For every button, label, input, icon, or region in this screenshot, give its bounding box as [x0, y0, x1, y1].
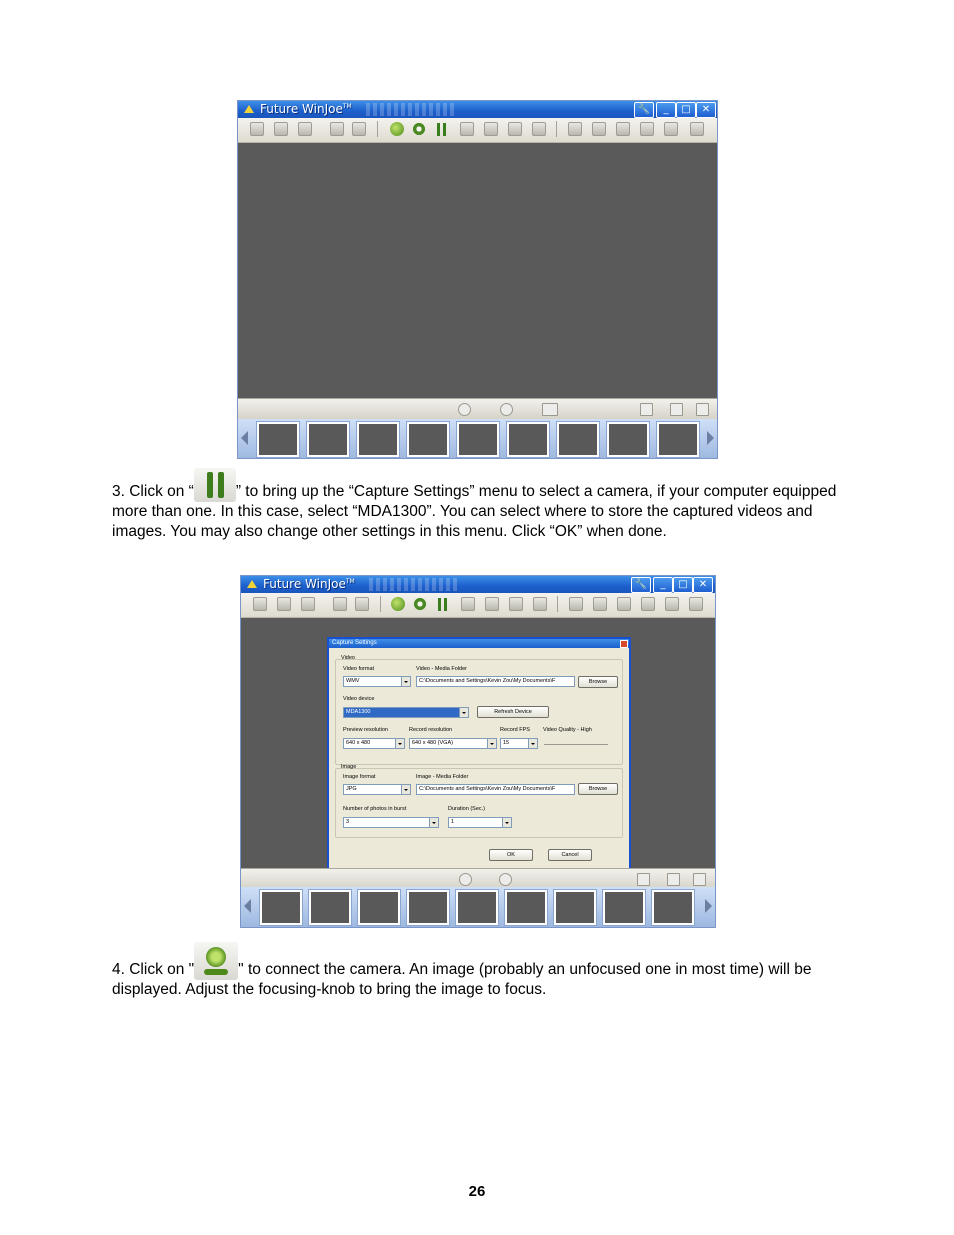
chevron-down-icon: [487, 739, 496, 748]
image-format-select[interactable]: [343, 784, 411, 795]
preview-resolution-label: Preview resolution: [343, 727, 388, 733]
properties-icon[interactable]: [696, 403, 709, 416]
thumbnail[interactable]: [505, 890, 547, 925]
save-as-icon[interactable]: [352, 122, 366, 136]
thumbnail[interactable]: [456, 890, 498, 925]
save-icon[interactable]: [298, 122, 312, 136]
video-folder-input[interactable]: [416, 676, 575, 687]
image-folder-label: Image - Media Folder: [416, 774, 469, 780]
burst-count-label: Number of photos in burst: [343, 806, 407, 812]
scroll-left-icon[interactable]: [241, 431, 248, 445]
burst-icon[interactable]: [484, 122, 498, 136]
delete-icon[interactable]: [667, 873, 680, 886]
video-quality-label: Video Quality - High: [543, 727, 592, 733]
thumbnail[interactable]: [358, 890, 400, 925]
thumbnail[interactable]: [357, 422, 399, 457]
email-icon[interactable]: [664, 122, 678, 136]
image-folder-input[interactable]: [416, 784, 575, 795]
connect-camera-icon[interactable]: [390, 122, 404, 136]
minimize-icon[interactable]: _: [656, 102, 676, 118]
gear-icon[interactable]: [413, 597, 427, 611]
thumbnail[interactable]: [657, 422, 699, 457]
toolbar-divider: [380, 596, 381, 612]
actual-size-icon[interactable]: [542, 403, 558, 416]
thumbnail[interactable]: [309, 890, 351, 925]
crop-icon[interactable]: [592, 122, 606, 136]
image-format-label: Image format: [343, 774, 376, 780]
close-icon[interactable]: ✕: [696, 102, 716, 118]
email-icon[interactable]: [665, 597, 679, 611]
video-folder-label: Video - Media Folder: [416, 666, 467, 672]
print-icon[interactable]: [690, 122, 704, 136]
open-folder-icon[interactable]: [333, 597, 347, 611]
video-device-select[interactable]: [343, 707, 469, 718]
close-icon[interactable]: ✕: [693, 577, 713, 593]
app-logo-icon: [243, 104, 255, 114]
step-3-body: ” to bring up the “Capture Settings” menu to select a camera, if your computer equipped more than one. In this case, select “MDA1300”. You can select where to store the captured videos and images. You may also change other settings in this menu. Click “OK” when done.: [112, 483, 837, 540]
title-decoration: [369, 578, 459, 591]
toolbar-divider: [377, 121, 378, 137]
step-3-lead: 3. Click on “: [112, 483, 194, 500]
thumbnail[interactable]: [554, 890, 596, 925]
stop-icon[interactable]: [532, 122, 546, 136]
tools-icon[interactable]: 🔧: [634, 102, 654, 118]
thumbnail[interactable]: [457, 422, 499, 457]
chevron-down-icon: [401, 677, 410, 686]
record-resolution-value: 640 x 480 (VGA): [412, 740, 453, 746]
video-folder-value: C:\Documents and Settings\Kevin Zou\My Documents\F: [419, 678, 556, 684]
export-icon[interactable]: [568, 122, 582, 136]
duration-value: 1: [451, 819, 455, 825]
stop-icon[interactable]: [533, 597, 547, 611]
toolbar-divider: [556, 121, 557, 137]
record-fps-value: 15: [503, 740, 510, 746]
app-title: Future WinJoe™: [263, 577, 355, 591]
camera-snapshot-icon[interactable]: [460, 122, 474, 136]
connect-camera-icon: [194, 942, 238, 980]
image-browse-button[interactable]: Browse: [578, 783, 618, 795]
thumbnail-strip: [241, 887, 715, 927]
rotate-icon[interactable]: [616, 122, 630, 136]
dialog-close-icon[interactable]: [620, 640, 628, 648]
video-format-select[interactable]: [343, 676, 411, 687]
burst-count-value: 3: [346, 819, 350, 825]
zoom-in-icon[interactable]: [458, 403, 471, 416]
app-logo-icon: [246, 579, 258, 589]
capture-settings-icon[interactable]: [434, 122, 448, 136]
ok-button[interactable]: OK: [489, 849, 533, 861]
zoom-out-icon[interactable]: [500, 403, 513, 416]
print-icon[interactable]: [689, 597, 703, 611]
app-title: Future WinJoe™: [260, 102, 352, 116]
image-folder-value: C:\Documents and Settings\Kevin Zou\My Documents\F: [419, 786, 556, 792]
save-icon[interactable]: [301, 597, 315, 611]
open-icon[interactable]: [274, 122, 288, 136]
video-group-label: Video: [341, 655, 355, 661]
crop-icon[interactable]: [593, 597, 607, 611]
new-icon[interactable]: [253, 597, 267, 611]
properties-icon[interactable]: [693, 873, 706, 886]
zoom-in-icon[interactable]: [459, 873, 472, 886]
chevron-down-icon: [401, 785, 410, 794]
record-icon[interactable]: [509, 597, 523, 611]
capture-settings-icon[interactable]: [435, 597, 449, 611]
record-resolution-select[interactable]: [409, 738, 497, 749]
record-fps-select[interactable]: [500, 738, 538, 749]
thumbnail[interactable]: [260, 890, 302, 925]
video-quality-slider[interactable]: [544, 744, 608, 745]
tools-icon[interactable]: 🔧: [631, 577, 651, 593]
view-controls-bar: [241, 868, 715, 889]
thumbnail[interactable]: [507, 422, 549, 457]
step-4-body: " to connect the camera. An image (probably an unfocused one in most time) will be displayed. Adjust the focusing-knob to bring the image to focus.: [112, 961, 812, 998]
video-device-value: MDA1300: [346, 709, 371, 715]
maximize-icon[interactable]: □: [673, 577, 693, 593]
duration-select[interactable]: [448, 817, 512, 828]
winjoe-window-dialog: [240, 575, 716, 928]
export-icon[interactable]: [569, 597, 583, 611]
thumbnail[interactable]: [652, 890, 694, 925]
scroll-left-icon[interactable]: [244, 899, 251, 913]
record-icon[interactable]: [508, 122, 522, 136]
toolbar: [238, 118, 717, 143]
contrast-icon[interactable]: [641, 597, 655, 611]
maximize-icon[interactable]: □: [676, 102, 696, 118]
burst-icon[interactable]: [485, 597, 499, 611]
video-browse-button[interactable]: Browse: [578, 676, 618, 688]
duration-label: Duration (Sec.): [448, 806, 485, 812]
capture-settings-icon: [194, 468, 236, 502]
thumbnail[interactable]: [407, 422, 449, 457]
gear-icon[interactable]: [412, 122, 426, 136]
step-3-text: [112, 468, 852, 542]
capture-settings-dialog: [327, 637, 631, 871]
connect-camera-icon[interactable]: [391, 597, 405, 611]
chevron-down-icon: [429, 818, 438, 827]
open-icon[interactable]: [277, 597, 291, 611]
view-controls-bar: [238, 398, 717, 419]
preview-resolution-value: 640 x 480: [346, 740, 371, 746]
image-group-label: Image: [341, 764, 357, 770]
winjoe-window-main: [237, 100, 718, 459]
scroll-right-icon[interactable]: [707, 431, 714, 445]
new-icon[interactable]: [250, 122, 264, 136]
video-format-value: WMV: [346, 678, 360, 684]
chevron-down-icon: [502, 818, 511, 827]
fit-width-icon[interactable]: [637, 873, 650, 886]
thumbnail[interactable]: [557, 422, 599, 457]
thumbnail[interactable]: [603, 890, 645, 925]
image-format-value: JPG: [346, 786, 357, 792]
cancel-button[interactable]: Cancel: [548, 849, 592, 861]
chevron-down-icon: [459, 708, 468, 717]
title-bar: [238, 101, 717, 118]
thumbnail[interactable]: [407, 890, 449, 925]
scroll-right-icon[interactable]: [705, 899, 712, 913]
rotate-icon[interactable]: [617, 597, 631, 611]
fit-width-icon[interactable]: [640, 403, 653, 416]
camera-snapshot-icon[interactable]: [461, 597, 475, 611]
minimize-icon[interactable]: _: [653, 577, 673, 593]
open-folder-icon[interactable]: [330, 122, 344, 136]
thumbnail[interactable]: [307, 422, 349, 457]
save-as-icon[interactable]: [355, 597, 369, 611]
page-number: 26: [468, 1183, 486, 1200]
title-decoration: [366, 103, 456, 116]
thumbnail-strip: [238, 419, 717, 459]
thumbnail[interactable]: [257, 422, 299, 457]
burst-count-select[interactable]: [343, 817, 439, 828]
step-4-text: [112, 942, 852, 1000]
toolbar: [241, 593, 715, 618]
thumbnail[interactable]: [607, 422, 649, 457]
chevron-down-icon: [528, 739, 537, 748]
video-device-label: Video device: [343, 696, 375, 702]
toolbar-divider: [557, 596, 558, 612]
video-format-label: Video format: [343, 666, 375, 672]
dialog-title: Capture Settings: [329, 639, 629, 648]
image-viewport: [238, 143, 717, 398]
chevron-down-icon: [395, 739, 404, 748]
record-fps-label: Record FPS: [500, 727, 530, 733]
contrast-icon[interactable]: [640, 122, 654, 136]
refresh-device-button[interactable]: Refresh Device: [477, 706, 549, 718]
title-bar: [241, 576, 715, 593]
zoom-out-icon[interactable]: [499, 873, 512, 886]
record-resolution-label: Record resolution: [409, 727, 453, 733]
preview-resolution-select[interactable]: [343, 738, 405, 749]
step-4-lead: 4. Click on ": [112, 961, 195, 978]
delete-icon[interactable]: [670, 403, 683, 416]
